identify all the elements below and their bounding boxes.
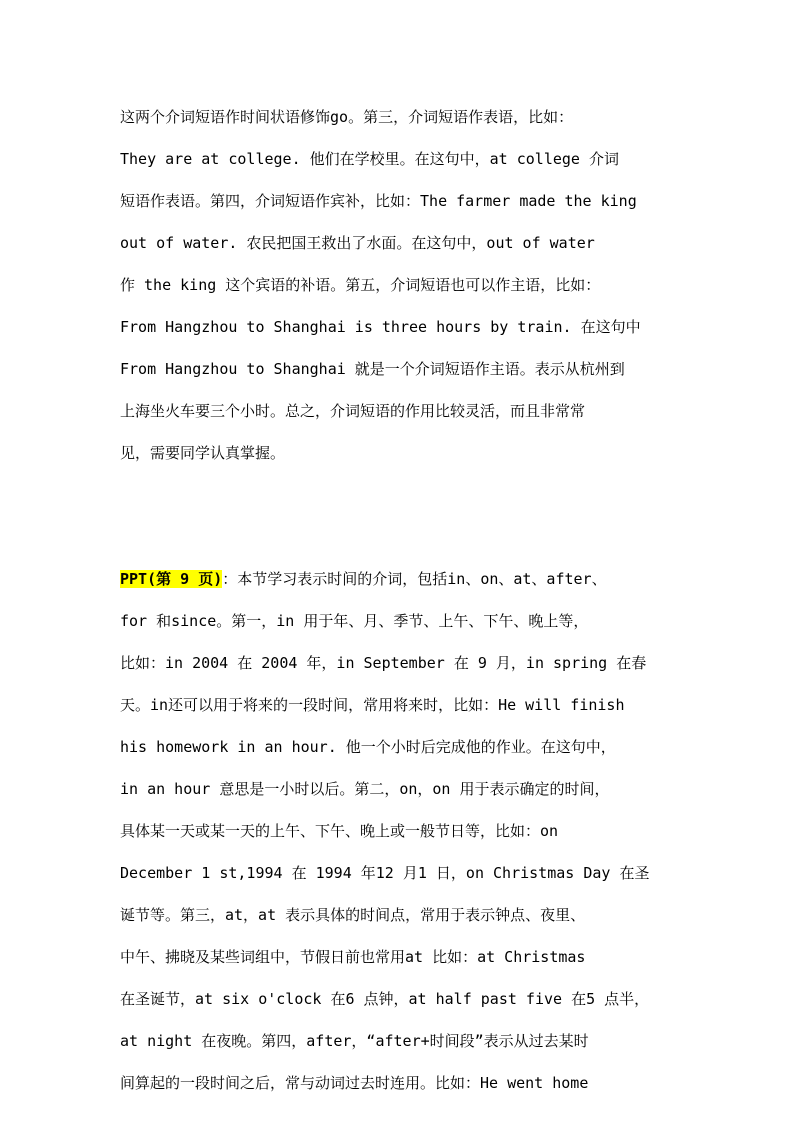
text-line: his homework in an hour. 他一个小时后完成他的作业。在这句中， xyxy=(120,738,616,756)
text-line: 中午、拂晓及某些词组中，节假日前也常用at 比如：at Christmas xyxy=(120,948,586,966)
text-line: for 和since。第一，in 用于年、月、季节、上午、下午、晚上等， xyxy=(120,612,589,630)
text-line: 诞节等。第三，at，at 表示具体的时间点，常用于表示钟点、夜里、 xyxy=(120,906,586,924)
text-line: They are at college. 他们在学校里。在这句中，at college 介词 xyxy=(120,150,619,168)
text-line: 具体某一天或某一天的上午、下午、晚上或一般节日等，比如：on xyxy=(120,822,559,840)
text-line: 天。in还可以用于将来的一段时间，常用将来时，比如：He will finish xyxy=(120,696,625,714)
text-line: in an hour 意思是一小时以后。第二，on，on 用于表示确定的时间， xyxy=(120,780,610,798)
text-span: ：本节学习表示时间的介词，包括in、on、at、after、 xyxy=(222,570,607,588)
text-line: 见，需要同学认真掌握。 xyxy=(120,444,286,462)
text-line: From Hangzhou to Shanghai 就是一个介词短语作主语。表示从杭州到 xyxy=(120,360,625,378)
text-line: out of water. 农民把国王救出了水面。在这句中，out of water xyxy=(120,234,595,252)
text-line: 作 the king 这个宾语的补语。第五，介词短语也可以作主语，比如： xyxy=(120,276,601,294)
text-line: From Hangzhou to Shanghai is three hours by train. 在这句中 xyxy=(120,318,641,336)
text-line: at night 在夜晚。第四，after，“after+时间段”表示从过去某时 xyxy=(120,1032,589,1050)
text-line: December 1 st,1994 在 1994 年12 月1 日，on Christmas Day 在圣 xyxy=(120,864,650,882)
paragraph-first-line xyxy=(120,564,690,594)
text-line: 比如：in 2004 在 2004 年，in September 在 9 月，in spring 在春 xyxy=(120,654,647,672)
highlighted-page-label: PPT(第 9 页) xyxy=(120,570,223,588)
text-line: 间算起的一段时间之后，常与动词过去时连用。比如：He went home xyxy=(120,1074,589,1092)
text-line: 上海坐火车要三个小时。总之，介词短语的作用比较灵活，而且非常常 xyxy=(120,402,586,420)
text-line: 短语作表语。第四，介词短语作宾补，比如：The farmer made the king xyxy=(120,192,637,210)
text-line: 在圣诞节，at six o'clock 在6 点钟，at half past five 在5 点半， xyxy=(120,990,650,1008)
text-line: 这两个介词短语作时间状语修饰go。第三，介词短语作表语，比如： xyxy=(120,108,574,126)
